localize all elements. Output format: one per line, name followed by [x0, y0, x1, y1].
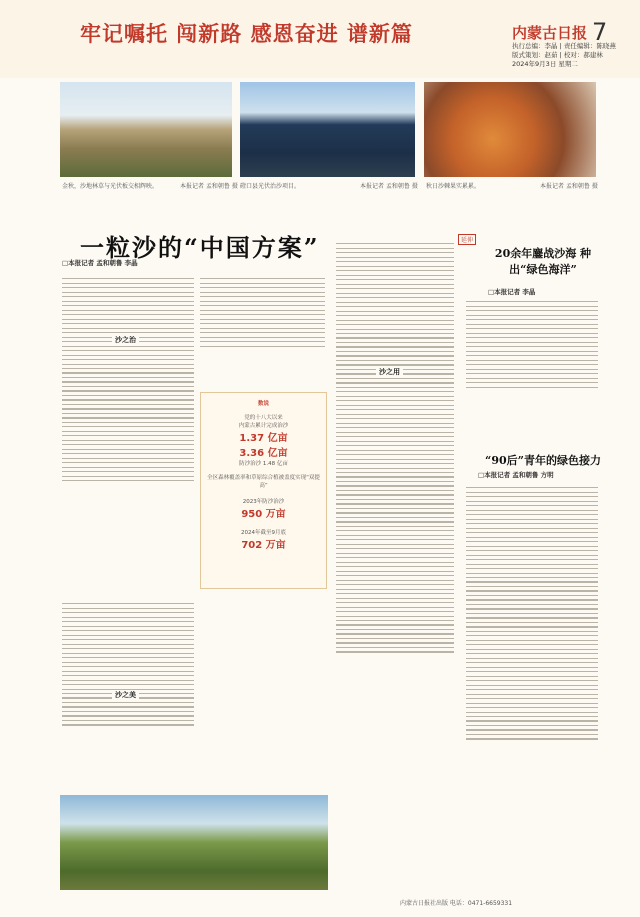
edition-meta [512, 42, 632, 69]
article-subhead: 沙之治 [112, 335, 139, 345]
stat-value: 3.36 亿亩 [239, 448, 288, 459]
stat-value: 702 万亩 [241, 540, 286, 551]
photo-credit: 本报记者 孟和朝鲁 摄 [540, 183, 598, 190]
stat-text: 党的十八大以来 [244, 415, 283, 421]
statistics-box [200, 392, 327, 589]
photo-green-landscape [60, 795, 328, 890]
article-subhead: 沙之美 [112, 690, 139, 700]
sidebar-column [466, 298, 598, 438]
sidebar-title: 20余年鏖战沙海 种出“绿色海洋” [494, 247, 592, 276]
sidebar-title: “90后”青年的绿色接力 [485, 454, 601, 467]
meta-line: 2024年9月3日 星期二 [512, 60, 578, 68]
photo-caption: 磴口县光伏治沙项目。 [240, 183, 301, 190]
sidebar-column [466, 484, 598, 884]
page-number: 7 [592, 18, 608, 46]
newspaper-logo: 内蒙古日报 [512, 24, 588, 42]
stat-value: 1.37 亿亩 [239, 433, 288, 444]
article-title: 一粒沙的“中国方案” [80, 233, 320, 262]
page-banner: 牢记嘱托 闯新路 感恩奋进 谱新篇 [80, 21, 413, 46]
article-column [200, 275, 325, 387]
photo-solar-array [240, 82, 415, 177]
stat-text: 2023年防沙治沙 [242, 499, 285, 505]
stat-text: 防沙治沙 1.48 亿亩 [239, 461, 288, 467]
stat-text: 内蒙古累计完成治沙 [238, 423, 289, 429]
section-tag: 延伸 [458, 234, 476, 245]
statistics-label: 数说 [257, 401, 269, 407]
page-header [0, 0, 640, 78]
article-column [62, 275, 194, 595]
sidebar-byline: □本报记者 李晶 [488, 288, 536, 296]
photo-desert-forest [60, 82, 232, 177]
meta-line: 版式策划：赵茹 | 校对：郝建林 [512, 51, 603, 59]
photo-credit: 本报记者 孟和朝鲁 摄 [180, 183, 238, 190]
page-footer: 内蒙古日报社出版 电话：0471-6659331 [400, 900, 513, 907]
photo-caption: 金秋，沙地林草与光伏板交相辉映。 [62, 183, 159, 190]
photo-caption: 秋日沙棘果实累累。 [426, 183, 481, 190]
article-column [336, 240, 454, 890]
sidebar-byline: □本报记者 孟和朝鲁 方明 [478, 471, 554, 479]
article-subhead: 沙之用 [376, 367, 403, 377]
stat-text: 2024年截至9月底 [241, 530, 286, 536]
photo-credit: 本报记者 孟和朝鲁 摄 [360, 183, 418, 190]
stat-value: 950 万亩 [241, 509, 286, 520]
photo-sea-buckthorn [424, 82, 596, 177]
stat-text: 全区森林覆盖率和草原综合植被盖度实现“双提高” [207, 475, 320, 489]
meta-line: 执行总编：李晶 | 责任编辑：陈晓燕 [512, 42, 616, 50]
article-byline: □本报记者 孟和朝鲁 李晶 [62, 259, 138, 267]
